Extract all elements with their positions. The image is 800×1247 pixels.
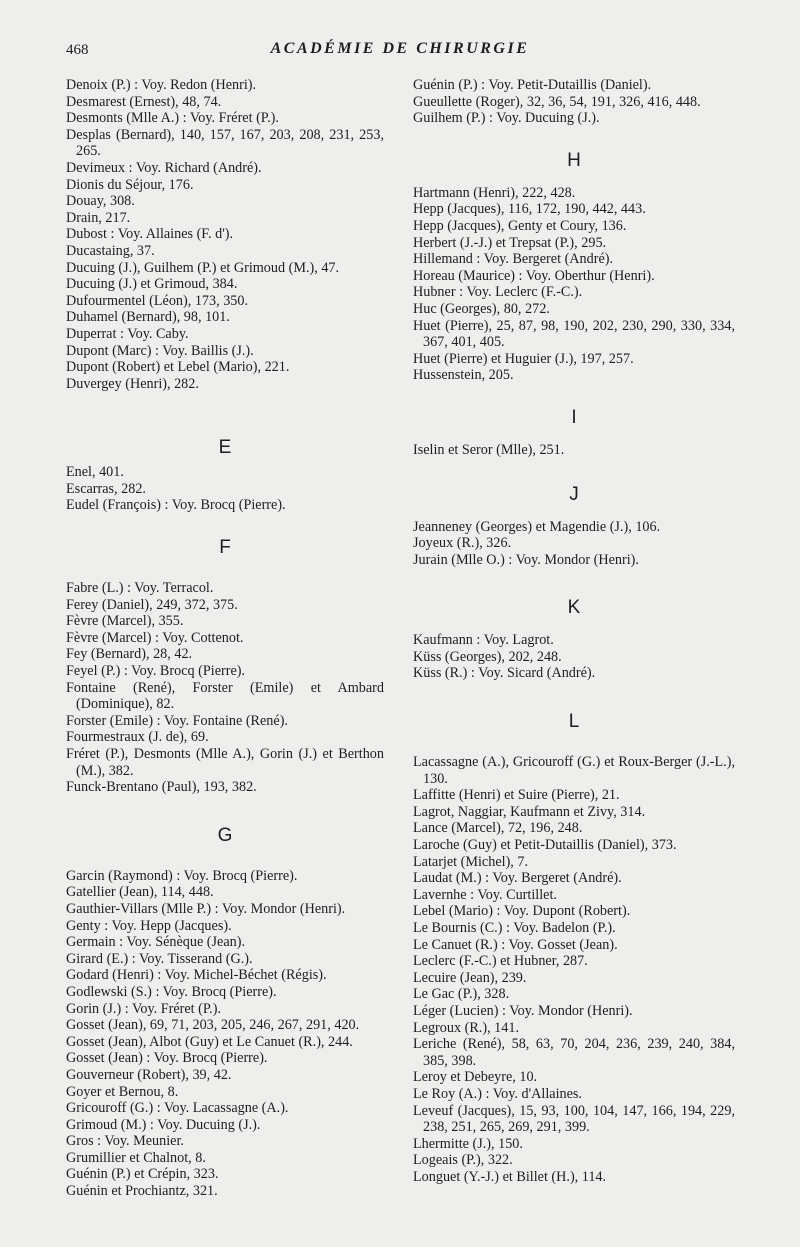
index-entry: Gosset (Jean) : Voy. Brocq (Pierre). (66, 1050, 268, 1067)
index-entry: Lance (Marcel), 72, 196, 248. (413, 820, 583, 837)
index-entry: Le Roy (A.) : Voy. d'Allaines. (413, 1085, 582, 1102)
section-letter-j: J (569, 483, 579, 505)
index-entry: Ducastaing, 37. (66, 242, 155, 259)
index-entry: Hartmann (Henri), 222, 428. (413, 184, 576, 201)
index-entry: Gros : Voy. Meunier. (66, 1133, 184, 1150)
index-entry: Dionis du Séjour, 176. (66, 176, 194, 193)
index-entry: Logeais (P.), 322. (413, 1152, 513, 1169)
index-entry: Guénin et Prochiantz, 321. (66, 1183, 218, 1200)
index-entry: Fey (Bernard), 28, 42. (66, 646, 193, 663)
index-entry: Hubner : Voy. Leclerc (F.-C.). (413, 284, 583, 301)
index-entry: Gosset (Jean), 69, 71, 203, 205, 246, 267, 291, 420. (66, 1017, 360, 1034)
section-letter-g: G (217, 824, 233, 846)
running-head: ACADÉMIE DE CHIRURGIE (270, 40, 530, 57)
index-entry: Gatellier (Jean), 114, 448. (66, 884, 214, 901)
section-letter-l: L (568, 711, 580, 733)
index-entry: Duperrat : Voy. Caby. (66, 325, 189, 342)
index-entry: Fabre (L.) : Voy. Terracol. (66, 580, 214, 597)
index-entry: Küss (Georges), 202, 248. (413, 648, 562, 665)
index-entry: Leroy et Debeyre, 10. (413, 1069, 538, 1086)
index-entry: Laffitte (Henri) et Suire (Pierre), 21. (413, 787, 620, 804)
section-letter-f: F (219, 537, 231, 559)
index-entry: Legroux (R.), 141. (413, 1019, 519, 1036)
index-entry: Ducuing (J.), Guilhem (P.) et Grimoud (M.), 47. (66, 259, 340, 276)
index-entry: Küss (R.) : Voy. Sicard (André). (413, 665, 596, 682)
index-entry: Hepp (Jacques), 116, 172, 190, 442, 443. (413, 201, 646, 218)
index-entry: Latarjet (Michel), 7. (413, 853, 529, 870)
index-entry: Leriche (René), 58, 63, 70, 204, 236, 239, 240, 384, 385, 398. (413, 1036, 735, 1069)
index-entry: Funck-Brentano (Paul), 193, 382. (66, 779, 257, 796)
index-entry: Guénin (P.) et Crépin, 323. (66, 1166, 219, 1183)
index-entry: Lebel (Mario) : Voy. Dupont (Robert). (413, 903, 631, 920)
index-entry: Genty : Voy. Hepp (Jacques). (66, 917, 232, 934)
index-entry: Grimoud (M.) : Voy. Ducuing (J.). (66, 1116, 261, 1133)
index-entry: Gouverneur (Robert), 39, 42. (66, 1066, 232, 1083)
index-entry: Fèvre (Marcel), 355. (66, 613, 184, 630)
index-entry: Duvergey (Henri), 282. (66, 375, 199, 392)
index-entry: Girard (E.) : Voy. Tisserand (G.). (66, 950, 253, 967)
index-entry: Desmarest (Ernest), 48, 74. (66, 93, 222, 110)
index-entry: Forster (Emile) : Voy. Fontaine (René). (66, 712, 288, 729)
index-entry: Escarras, 282. (66, 480, 146, 497)
index-entry: Léger (Lucien) : Voy. Mondor (Henri). (413, 1002, 633, 1019)
index-column-right (413, 77, 735, 1186)
index-entry: Lagrot, Naggiar, Kaufmann et Zivy, 314. (413, 803, 646, 820)
index-entry: Gauthier-Villars (Mlle P.) : Voy. Mondor (Henri). (66, 900, 346, 917)
index-entry: Garcin (Raymond) : Voy. Brocq (Pierre). (66, 867, 298, 884)
index-entry: Ferey (Daniel), 249, 372, 375. (66, 596, 238, 613)
index-entry: Herbert (J.-J.) et Trepsat (P.), 295. (413, 234, 607, 251)
index-entry: Douay, 308. (66, 193, 135, 210)
index-entry: Godard (Henri) : Voy. Michel-Béchet (Régis). (66, 967, 327, 984)
section-letter-i: I (571, 406, 577, 428)
index-entry: Drain, 217. (66, 209, 131, 226)
index-entry: Dufourmentel (Léon), 173, 350. (66, 292, 249, 309)
index-entry: Huet (Pierre), 25, 87, 98, 190, 202, 230, 290, 330, 334, 367, 401, 405. (413, 317, 735, 351)
index-entry: Laudat (M.) : Voy. Bergeret (André). (413, 870, 622, 887)
index-entry: Desmonts (Mlle A.) : Voy. Fréret (P.). (66, 110, 279, 127)
index-entry: Dupont (Robert) et Lebel (Mario), 221. (66, 359, 290, 376)
index-entry: Eudel (François) : Voy. Brocq (Pierre). (66, 497, 286, 514)
index-entry: Enel, 401. (66, 464, 124, 481)
index-entry: Longuet (Y.-J.) et Billet (H.), 114. (413, 1168, 607, 1185)
index-entry: Le Canuet (R.) : Voy. Gosset (Jean). (413, 936, 618, 953)
index-entry: Fèvre (Marcel) : Voy. Cottenot. (66, 629, 244, 646)
index-entry: Le Bournis (C.) : Voy. Badelon (P.). (413, 920, 616, 936)
index-entry: Huet (Pierre) et Huguier (J.), 197, 257. (413, 350, 634, 367)
index-entry: Jeanneney (Georges) et Magendie (J.), 106. (413, 518, 661, 535)
index-entry: Hussenstein, 205. (413, 367, 514, 384)
index-entry: Laroche (Guy) et Petit-Dutaillis (Daniel), 373. (413, 837, 677, 854)
index-entry: Guénin (P.) : Voy. Petit-Dutaillis (Daniel). (413, 77, 652, 93)
index-entry: Hillemand : Voy. Bergeret (André). (413, 251, 614, 268)
index-entry: Fontaine (René), Forster (Emile) et Ambard (Dominique), 82. (66, 679, 384, 713)
index-entry: Gosset (Jean), Albot (Guy) et Le Canuet (R.), 244. (66, 1033, 353, 1050)
index-entry: Leveuf (Jacques), 15, 93, 100, 104, 147, 166, 194, 229, 238, 251, 265, 269, 291, 399. (413, 1102, 735, 1136)
index-entry: Gricouroff (G.) : Voy. Lacassagne (A.). (66, 1100, 289, 1117)
index-entry: Desplas (Bernard), 140, 157, 167, 203, 208, 231, 253, 265. (66, 126, 384, 160)
index-entry: Duhamel (Bernard), 98, 101. (66, 309, 230, 326)
index-entry: Le Gac (P.), 328. (413, 986, 510, 1003)
index-entry: Dubost : Voy. Allaines (F. d'). (66, 226, 234, 243)
section-letter-e: E (218, 437, 232, 459)
index-entry: Leclerc (F.-C.) et Hubner, 287. (413, 953, 588, 970)
index-entry: Dupont (Marc) : Voy. Baillis (J.). (66, 342, 254, 359)
index-entry: Joyeux (R.), 326. (413, 535, 512, 552)
index-column-left (66, 77, 384, 1200)
index-entry: Iselin et Seror (Mlle), 251. (413, 441, 565, 458)
index-entry: Feyel (P.) : Voy. Brocq (Pierre). (66, 663, 246, 680)
index-entry: Lecuire (Jean), 239. (413, 969, 527, 986)
index-entry: Kaufmann : Voy. Lagrot. (413, 632, 554, 649)
index-entry: Jurain (Mlle O.) : Voy. Mondor (Henri). (413, 551, 639, 568)
index-entry: Lhermitte (J.), 150. (413, 1135, 523, 1152)
index-entry: Fourmestraux (J. de), 69. (66, 729, 209, 746)
index-entry: Godlewski (S.) : Voy. Brocq (Pierre). (66, 983, 277, 1000)
index-entry: Hepp (Jacques), Genty et Coury, 136. (413, 217, 627, 234)
index-entry: Germain : Voy. Sénèque (Jean). (66, 934, 246, 951)
index-entry: Ducuing (J.) et Grimoud, 384. (66, 276, 238, 293)
index-entry: Gueullette (Roger), 32, 36, 54, 191, 326, 416, 448. (413, 93, 701, 110)
page-number: 468 (66, 42, 89, 58)
index-entry: Lavernhe : Voy. Curtillet. (413, 886, 557, 903)
index-entry: Devimeux : Voy. Richard (André). (66, 159, 262, 176)
index-entry: Gorin (J.) : Voy. Fréret (P.). (66, 1000, 221, 1017)
index-entry: Huc (Georges), 80, 272. (413, 300, 550, 317)
index-entry: Grumillier et Chalnot, 8. (66, 1149, 206, 1166)
index-entry: Lacassagne (A.), Gricouroff (G.) et Roux-Berger (J.-L.), 130. (413, 754, 735, 787)
index-entry: Denoix (P.) : Voy. Redon (Henri). (66, 77, 257, 93)
index-entry: Horeau (Maurice) : Voy. Oberthur (Henri). (413, 267, 655, 284)
section-letter-k: K (567, 597, 581, 619)
index-entry: Goyer et Bernou, 8. (66, 1083, 179, 1100)
index-entry: Fréret (P.), Desmonts (Mlle A.), Gorin (J.) et Berthon (M.), 382. (66, 746, 384, 779)
index-entry: Guilhem (P.) : Voy. Ducuing (J.). (413, 110, 600, 127)
section-letter-h: H (567, 149, 581, 171)
